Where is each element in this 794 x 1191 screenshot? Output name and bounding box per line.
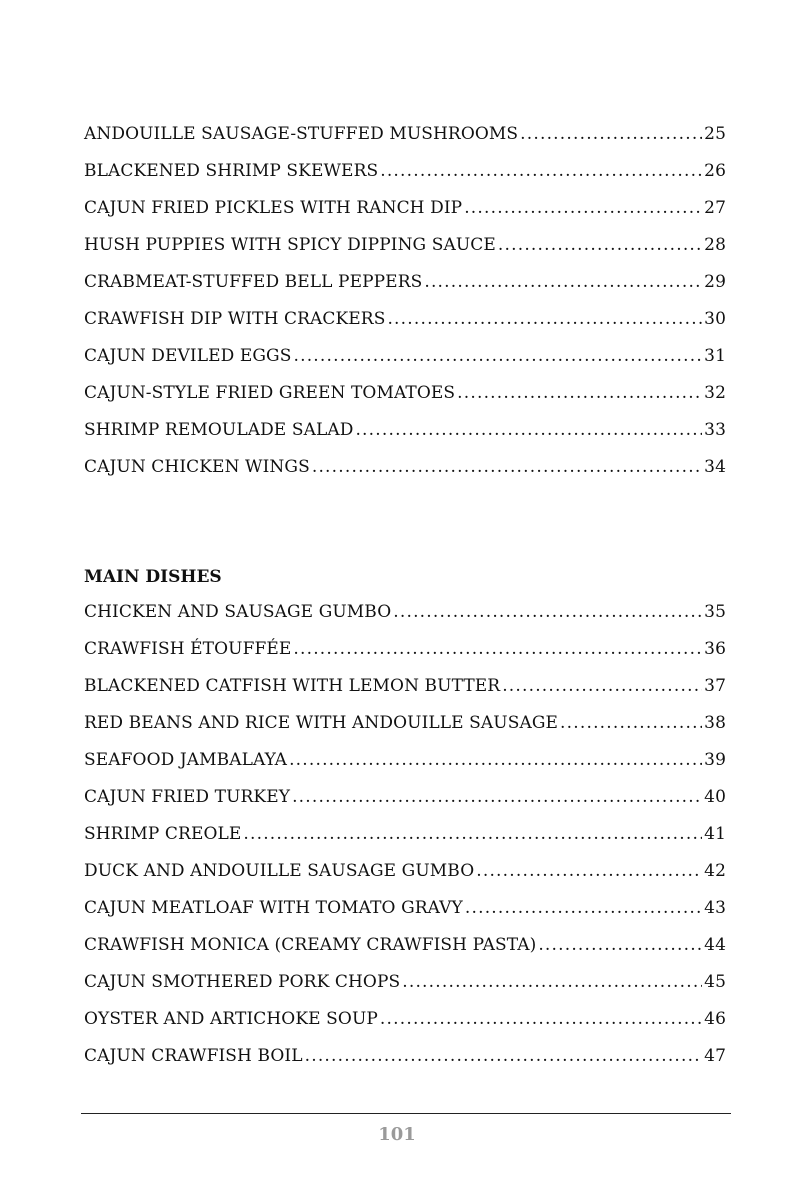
- dot-leader: [402, 964, 702, 1001]
- toc-entry-title: CAJUN SMOTHERED PORK CHOPS: [84, 972, 401, 992]
- toc-entry-page: 32: [704, 383, 726, 403]
- toc-main-dishes-list: [84, 562, 726, 1075]
- toc-entry[interactable]: [84, 116, 726, 153]
- toc-appetizers-list: [84, 116, 726, 486]
- toc-entry[interactable]: [84, 301, 726, 338]
- dot-leader: [465, 890, 702, 927]
- toc-entry-page: 41: [704, 824, 726, 844]
- toc-entry-page: 26: [704, 161, 726, 181]
- toc-entry[interactable]: [84, 890, 726, 927]
- toc-entry-page: 42: [704, 861, 726, 881]
- dot-leader: [380, 153, 702, 190]
- toc-entry-page: 40: [704, 787, 726, 807]
- toc-entry[interactable]: [84, 264, 726, 301]
- toc-entry-title: CRABMEAT-STUFFED BELL PEPPERS: [84, 272, 423, 292]
- toc-entry[interactable]: [84, 779, 726, 816]
- toc-entry[interactable]: [84, 631, 726, 668]
- toc-entry-title: RED BEANS AND RICE WITH ANDOUILLE SAUSAGE: [84, 713, 559, 733]
- toc-entry[interactable]: [84, 338, 726, 375]
- toc-entry-page: 37: [704, 676, 726, 696]
- toc-entry-page: 29: [704, 272, 726, 292]
- dot-leader: [292, 779, 702, 816]
- dot-leader: [305, 1038, 703, 1075]
- dot-leader: [538, 927, 702, 964]
- toc-entry[interactable]: [84, 153, 726, 190]
- toc-entry-title: CRAWFISH DIP WITH CRACKERS: [84, 309, 386, 329]
- toc-entry-page: 44: [704, 935, 726, 955]
- toc-entry-title: CAJUN DEVILED EGGS: [84, 346, 292, 366]
- dot-leader: [560, 705, 702, 742]
- toc-entry-title: BLACKENED SHRIMP SKEWERS: [84, 161, 379, 181]
- toc-entry[interactable]: [84, 412, 726, 449]
- footer-divider: [81, 1113, 731, 1114]
- toc-entry-title: CAJUN-STYLE FRIED GREEN TOMATOES: [84, 383, 456, 403]
- dot-leader: [243, 816, 702, 853]
- toc-entry-title: HUSH PUPPIES WITH SPICY DIPPING SAUCE: [84, 235, 496, 255]
- toc-entry[interactable]: [84, 1001, 726, 1038]
- toc-entry[interactable]: [84, 375, 726, 412]
- toc-entry-page: 34: [704, 457, 726, 477]
- dot-leader: [464, 190, 702, 227]
- toc-entry-title: DUCK AND ANDOUILLE SAUSAGE GUMBO: [84, 861, 475, 881]
- toc-entry[interactable]: [84, 1038, 726, 1075]
- toc-entry-page: 27: [704, 198, 726, 218]
- toc-entry[interactable]: [84, 668, 726, 705]
- toc-entry-title: CAJUN CHICKEN WINGS: [84, 457, 310, 477]
- toc-entry[interactable]: [84, 964, 726, 1001]
- dot-leader: [502, 668, 702, 705]
- toc-entry-title: CAJUN FRIED TURKEY: [84, 787, 291, 807]
- dot-leader: [498, 227, 702, 264]
- toc-entry[interactable]: [84, 927, 726, 964]
- dot-leader: [424, 264, 702, 301]
- toc-entry-title: SHRIMP REMOULADE SALAD: [84, 420, 354, 440]
- toc-entry-page: 33: [704, 420, 726, 440]
- toc-entry[interactable]: [84, 227, 726, 264]
- toc-entry-page: 28: [704, 235, 726, 255]
- toc-entry[interactable]: [84, 816, 726, 853]
- dot-leader: [294, 338, 703, 375]
- toc-entry-title: SHRIMP CREOLE: [84, 824, 242, 844]
- dot-leader: [457, 375, 702, 412]
- toc-entry-title: CAJUN CRAWFISH BOIL: [84, 1046, 303, 1066]
- dot-leader: [289, 742, 702, 779]
- toc-entry-page: 30: [704, 309, 726, 329]
- toc-entry-title: CAJUN FRIED PICKLES WITH RANCH DIP: [84, 198, 463, 218]
- toc-entry[interactable]: [84, 742, 726, 779]
- toc-entry[interactable]: [84, 449, 726, 486]
- toc-entry-title: CRAWFISH ÉTOUFFÉE: [84, 639, 292, 659]
- dot-leader: [476, 853, 702, 890]
- toc-entry-page: 45: [704, 972, 726, 992]
- toc-entry-title: SEAFOOD JAMBALAYA: [84, 750, 288, 770]
- dot-leader: [520, 116, 702, 153]
- toc-entry-title: CHICKEN AND SAUSAGE GUMBO: [84, 602, 392, 622]
- toc-entry-page: 35: [704, 602, 726, 622]
- dot-leader: [380, 1001, 702, 1038]
- toc-entry-title: CRAWFISH MONICA (CREAMY CRAWFISH PASTA): [84, 935, 537, 955]
- toc-entry[interactable]: [84, 705, 726, 742]
- toc-entry-title: CAJUN MEATLOAF WITH TOMATO GRAVY: [84, 898, 463, 918]
- toc-entry-page: 46: [704, 1009, 726, 1029]
- dot-leader: [293, 631, 702, 668]
- toc-entry-page: 25: [704, 124, 726, 144]
- toc-entry-page: 47: [704, 1046, 726, 1066]
- dot-leader: [387, 301, 702, 338]
- toc-entry-title: OYSTER AND ARTICHOKE SOUP: [84, 1009, 378, 1029]
- toc-entry-page: 31: [704, 346, 726, 366]
- toc-entry[interactable]: [84, 190, 726, 227]
- toc-entry-page: 36: [704, 639, 726, 659]
- toc-entry-page: 43: [704, 898, 726, 918]
- dot-leader: [355, 412, 702, 449]
- toc-entry-page: 39: [704, 750, 726, 770]
- toc-entry-page: 38: [704, 713, 726, 733]
- section-heading: MAIN DISHES: [84, 567, 222, 587]
- dot-leader: [393, 594, 702, 631]
- toc-entry[interactable]: [84, 853, 726, 890]
- toc-entry-title: ANDOUILLE SAUSAGE-STUFFED MUSHROOMS: [84, 124, 519, 144]
- toc-entry[interactable]: [84, 594, 726, 631]
- dot-leader: [312, 449, 702, 486]
- page-number: 101: [378, 1124, 416, 1145]
- toc-entry-title: BLACKENED CATFISH WITH LEMON BUTTER: [84, 676, 501, 696]
